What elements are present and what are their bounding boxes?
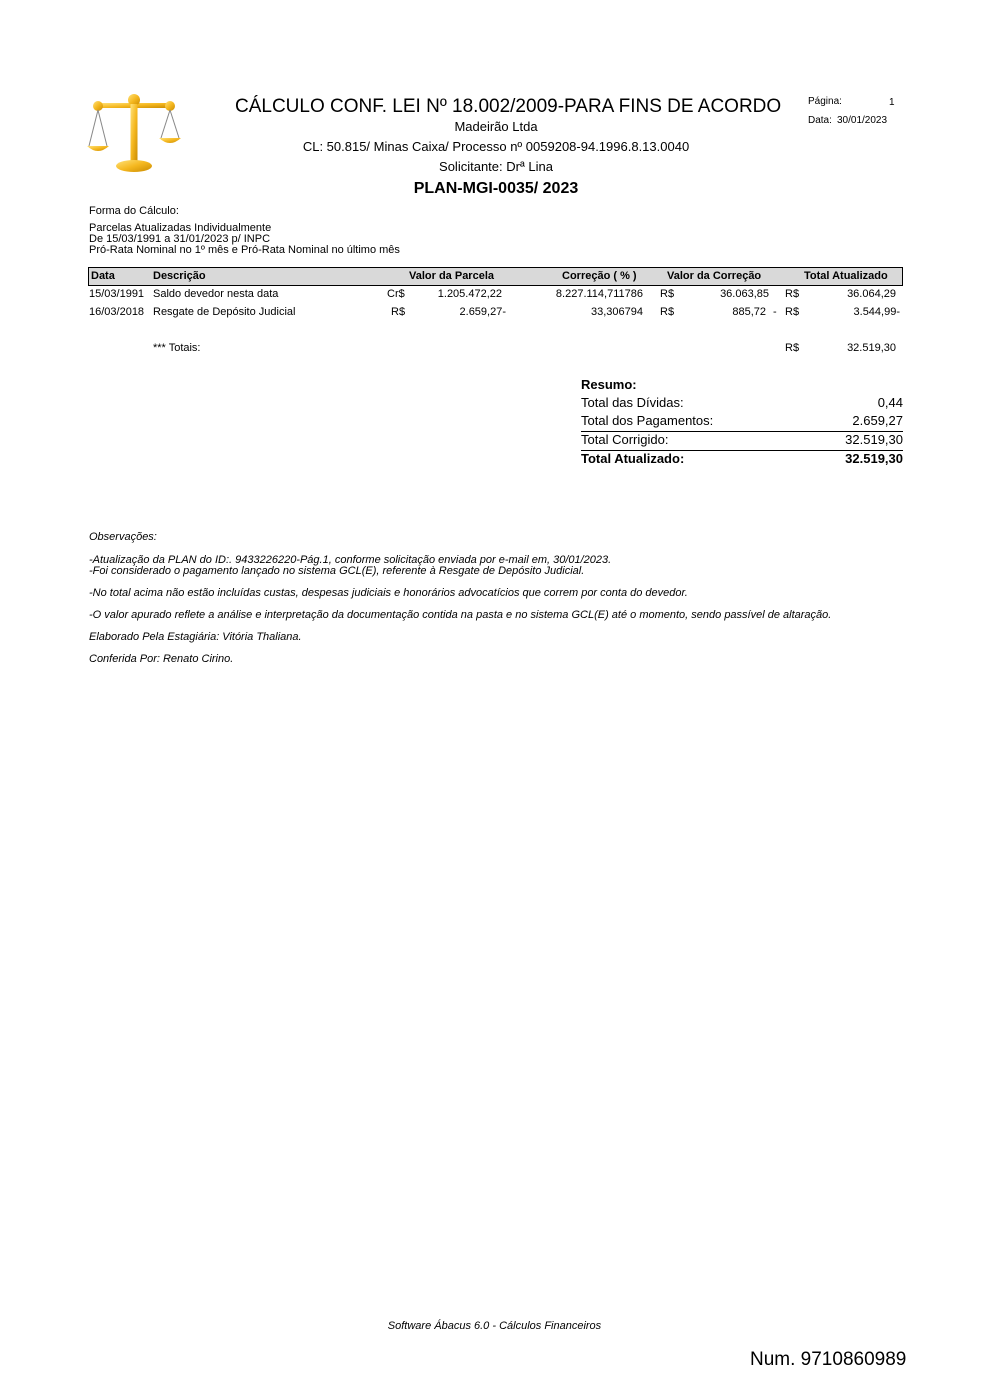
observation-line: -Atualização da PLAN do ID:. 9433226220-Pág.1, conforme solicitação enviada por e-mail em, 30/01/2023. (89, 554, 612, 566)
summary-box (581, 377, 903, 469)
row-currency: R$ (660, 288, 675, 300)
header-installment-value: Valor da Parcela (409, 270, 494, 282)
header-correction-pct: Correção ( % ) (562, 270, 637, 282)
row-currency: Cr$ (387, 288, 405, 300)
header-correction-value: Valor da Correção (667, 270, 762, 282)
header-date: Data (91, 270, 115, 282)
summary-debts-label: Total das Dívidas: (581, 395, 684, 410)
summary-debts-value: 0,44 (877, 395, 903, 410)
header-total-updated: Total Atualizado (804, 270, 888, 282)
document-date: 30/01/2023 (837, 115, 888, 126)
summary-payments-label: Total dos Pagamentos: (581, 413, 714, 428)
row-currency: R$ (785, 288, 800, 300)
row-description: Resgate de Depósito Judicial (153, 306, 296, 318)
header-description: Descrição (153, 270, 206, 282)
company-name: Madeirão Ltda (454, 119, 538, 134)
software-footer: Software Ábacus 6.0 - Cálculos Financeiros (387, 1320, 602, 1332)
requester: Solicitante: Drª Lina (439, 159, 553, 174)
row-currency: R$ (660, 306, 675, 318)
date-label: Data: (808, 115, 832, 126)
row-value: 2.659,27- (459, 306, 506, 318)
row-correction-pct: 8.227.114,711786 (555, 288, 643, 300)
observations-label: Observações: (89, 531, 157, 543)
summary-title: Resumo: (581, 377, 637, 392)
row-currency: R$ (785, 306, 800, 318)
observation-line: -Foi considerado o pagamento lançado no sistema GCL(E), referente à Resgate de Depósito Judicial. (89, 565, 585, 577)
calculation-method-label: Forma do Cálculo: (89, 205, 179, 217)
summary-debts-row (581, 395, 903, 413)
document-title: CÁLCULO CONF. LEI Nº 18.002/2009-PARA FINS DE ACORDO (235, 96, 782, 117)
totals-value: 32.519,30 (847, 342, 896, 354)
calculation-line: Parcelas Atualizadas Individualmente (89, 222, 272, 234)
checked-by: Conferida Por: Renato Cirino. (89, 653, 234, 665)
totals-label: *** Totais: (153, 342, 201, 354)
totals-currency: R$ (785, 342, 800, 354)
summary-title-row (581, 377, 903, 395)
observation-line: -O valor apurado reflete a análise e interpretação da documentação contida na pasta e no sistema GCL(E) até o momento, sendo passível de altaração. (89, 609, 832, 621)
row-date: 16/03/2018 (89, 306, 145, 318)
row-value: 1.205.472,22 (437, 288, 502, 300)
scales-of-justice-icon (86, 94, 182, 174)
summary-payments-row (581, 413, 903, 432)
summary-updated-label: Total Atualizado: (581, 451, 685, 466)
summary-payments-value: 2.659,27 (852, 413, 903, 428)
row-sign: - (773, 306, 777, 318)
summary-updated-row (581, 451, 903, 469)
row-correction-pct: 33,306794 (591, 306, 643, 318)
summary-updated-value: 32.519,30 (845, 451, 903, 466)
plan-id: PLAN-MGI-0035/ 2023 (413, 180, 579, 197)
document-number: Num. 9710860989 (750, 1349, 907, 1370)
process-info: CL: 50.815/ Minas Caixa/ Processo nº 0059208-94.1996.8.13.0040 (302, 139, 690, 154)
row-total: 36.064,29 (847, 288, 896, 300)
calculation-line: De 15/03/1991 a 31/01/2023 p/ INPC (89, 233, 271, 245)
page-label: Página: (808, 96, 842, 107)
observation-line: -No total acima não estão incluídas custas, despesas judiciais e honorários advocatícios que correm por conta do devedor. (89, 587, 688, 599)
table-row (89, 288, 902, 304)
table-row (89, 306, 902, 322)
row-total: 3.544,99- (853, 306, 900, 318)
totals-row (89, 342, 902, 358)
summary-corrected-label: Total Corrigido: (581, 432, 669, 447)
summary-corrected-row (581, 432, 903, 451)
row-description: Saldo devedor nesta data (153, 288, 279, 300)
row-currency: R$ (391, 306, 406, 318)
prepared-by: Elaborado Pela Estagiária: Vitória Thaliana. (89, 631, 302, 643)
summary-corrected-value: 32.519,30 (845, 432, 903, 447)
table-header (88, 267, 903, 286)
page-number: 1 (889, 97, 895, 108)
row-date: 15/03/1991 (89, 288, 145, 300)
row-correction-value: 885,72 (732, 306, 766, 318)
row-correction-value: 36.063,85 (720, 288, 769, 300)
calculation-line: Pró-Rata Nominal no 1º mês e Pró-Rata Nominal no último mês (89, 244, 400, 256)
